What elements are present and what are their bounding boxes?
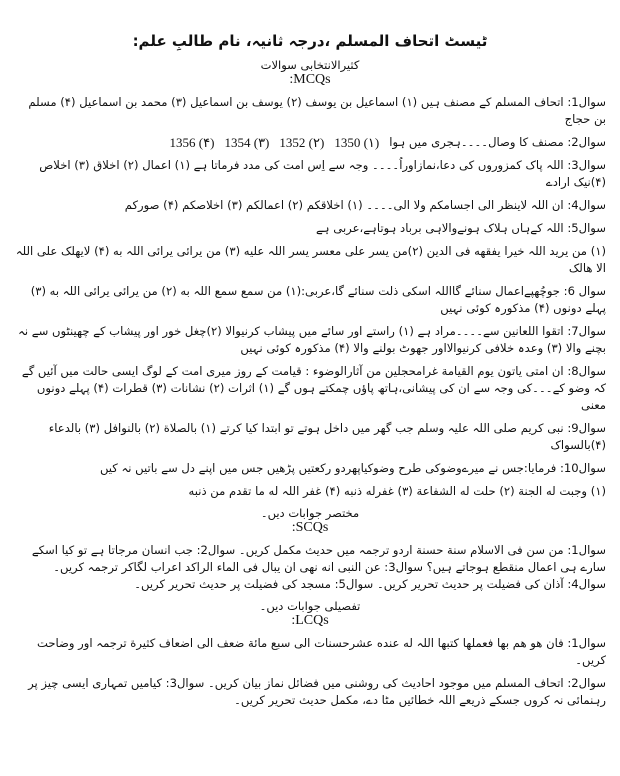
question-2-option-1: (۱) 1350 xyxy=(334,135,380,150)
question-9: سوال9: نبی کریم صلی اللہ علیہ وسلم جب گھر میں داخل ہوتے تو ابتدا کیا کرتے (۱) بالصلاة (۲) بالنوافل (۳) بالدعاء (۴)بالسواک xyxy=(48,421,606,452)
question-5-options: (۱) من یرید اللہ خیرا یفقهه فی الدین (۲)من یسر علی معسر یسر اللہ علیه (۳) من یرائی یرائی اللہ به (۴) لایهلک علی اللہ الا هالک xyxy=(15,244,606,275)
scq-section-subtitle: مختصر جوابات دیں۔ xyxy=(260,506,360,520)
lcq-question-1: سوال1: فان هو هم بها فعملها کتبها اللہ له عنده عشرحسنات الی سبع مائة ضعف الی اضعاف کثیرة ترجمہ اور وضاحت کریں۔ xyxy=(36,636,606,667)
lcq-section-heading: LCQs: xyxy=(291,613,329,628)
question-1: سوال1: اتحاف المسلم کے مصنف ہیں (۱) اسماعیل بن یوسف (۲) یوسف بن اسماعیل (۳) محمد بن اسماعیل (۴) مسلم بن حجاج xyxy=(28,95,606,126)
lcq-section-subtitle: تفصیلی جوابات دیں۔ xyxy=(259,599,361,613)
question-4: سوال4: ان اللہ لاینظر الی اجسامکم ولا الی۔۔۔۔ (۱) اخلاقکم (۲) اعمالکم (۳) اخلاصکم (۴) صورکم xyxy=(124,198,606,212)
question-3: سوال3: اللہ پاک کمزوروں کی دعا،نمازاوراُ۔۔۔۔ وجہ سے اِس امت کی مدد فرماتا ہے (۱) اعمال (۲) اخلاق (۳) اخلاص (۴)نیک ارادے xyxy=(39,158,606,189)
question-10-options: (۱) وجبت له الجنة (۲) حلت له الشفاعة (۳) غفرله ذنبه (۴) غفر اللہ له ما تقدم من ذنبه xyxy=(188,484,606,498)
question-2-option-3: (۳) 1354 xyxy=(224,135,270,150)
scq-section-heading: SCQs: xyxy=(291,520,329,535)
mcq-section-heading: MCQs: xyxy=(289,72,331,87)
question-8: سوال8: ان امتی یاتون یوم القیامة غرامحجلین من آثارالوضوء : قیامت کے روز میری امت کے لوگ ایسی حالت میں آئیں گے کہ وضو کے۔۔۔کی وجہ سے ان کی پیشانی،ہاتھ پاؤں چمکتے ہوں گے (۱) اثرات (۲) نشانات (۳) قطرات (۴) پہلے دونوں معنی xyxy=(21,364,606,412)
question-10: سوال10: فرمایا:جس نے میرےوضوکی طرح وضوکیاپھردو رکعتیں پڑھیں جس میں اپنے دل سے باتیں نہ کیں xyxy=(99,461,606,475)
question-5: سوال5: اللہ کےہاں ہلاک ہونےوالاہی برباد ہوتاہے،عربی ہے xyxy=(316,221,606,235)
mcq-section-subtitle: کثیرالانتخابی سوالات xyxy=(260,58,360,72)
question-7: سوال7: اتقوا اللعانین سے۔۔۔۔مراد ہے (۱) راستے اور سائے میں پیشاب کرنیوالا (۲)چغل خور اور پیشاب کے چھینٹوں سے نہ بچنے والا (۳) وعدہ خلافی کرنیوالااور جھوٹ بولنے والا (۴) مذکورہ کوئی نہیں xyxy=(18,324,606,355)
lcq-question-2: سوال2: اتحاف المسلم میں موجود احادیث کی روشنی میں فضائل نماز بیان کریں۔ سوال3: کیامیں تمہاری ایسی چیز پر رہنمائی نہ کروں جسکے ذریعے اللہ خطائیں مٹا دے، مکمل حدیث تحریر کریں۔ xyxy=(28,676,606,707)
question-2-option-4: (۴) 1356 xyxy=(169,135,215,150)
page-title: ٹیسٹ اتحاف المسلم ،درجہ ثانیہ، نام طالبِ علم: xyxy=(132,32,488,50)
scq-questions: سوال1: من سن فی الاسلام سنة حسنة اردو ترجمہ میں حدیث مکمل کریں۔ سوال2: جب انسان مرجاتا ہے تو کیا اسکے سارے ہی اعمال منقطع ہوجاتے ہیں؟ سوال3: عن النبی انه نهی ان یبال فی الماء الراکد اعراب لگاکر ترجمہ کریں۔ سوال4: آذان کی فضیلت پر حدیث تحریر کریں۔ سوال5: مسجد کی فضیلت پر حدیث تحریر کریں۔ xyxy=(31,543,606,591)
question-2-option-2: (۲) 1352 xyxy=(279,135,325,150)
question-2-text: سوال2: مصنف کا وصال۔۔۔۔ہجری میں ہوا xyxy=(389,135,606,149)
question-2 xyxy=(14,134,606,151)
question-6: سوال 6: جوچُھپےاعمال سنائے گااللہ اسکی ذلت سنائے گا،عربی:(۱) من سمع سمع اللہ به (۲) من یرائی یرائی اللہ به (۳) پہلے دونوں (۴) مذکورہ کوئی نہیں xyxy=(30,284,606,315)
